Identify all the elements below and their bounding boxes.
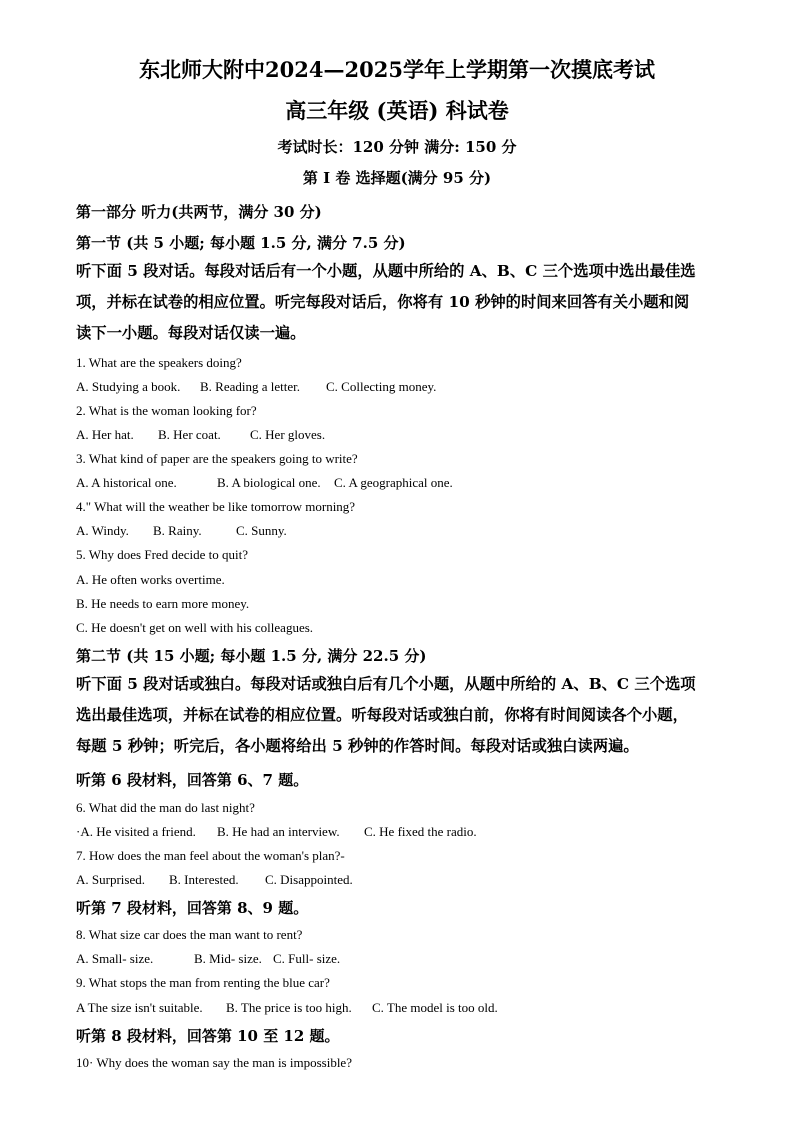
option: C. Full- size. xyxy=(273,951,341,966)
option: B. Reading a letter. xyxy=(200,379,301,394)
option: A. Surprised. xyxy=(76,872,145,887)
option: A. Studying a book. xyxy=(76,379,181,394)
instruction-line: 每题 5 秒钟；听完后，各小题将给出 5 秒钟的作答时间。每段对话或独白读两遍。 xyxy=(76,737,639,755)
option: C. Sunny. xyxy=(236,523,287,538)
option: B. The price is too high. xyxy=(226,1000,352,1015)
option: B. Rainy. xyxy=(153,523,202,538)
option: C. Collecting money. xyxy=(326,379,437,394)
question-options xyxy=(76,1000,498,1016)
exam-subtitle: 高三年级 (英语) 科试卷 xyxy=(285,98,509,123)
question-stem: 1. What are the speakers doing? xyxy=(76,355,242,370)
instruction-line: 听下面 5 段对话或独白。每段对话或独白后有几个小题，从题中所给的 A、B、C 三个选项 xyxy=(76,675,696,693)
option: B. He needs to earn more money. xyxy=(76,596,250,611)
question-stem: 9. What stops the man from renting the blue car? xyxy=(76,975,330,990)
question-options xyxy=(76,379,436,395)
instruction-line: 项，并标在试卷的相应位置。听完每段对话后，你将有 10 秒钟的时间来回答有关小题和阅 xyxy=(76,293,690,311)
option: A. Small- size. xyxy=(76,951,154,966)
question-stem: 6. What did the man do last night? xyxy=(76,800,255,815)
option: C. A geographical one. xyxy=(334,475,453,490)
option: B. Her coat. xyxy=(158,427,221,442)
material-heading: 听第 7 段材料，回答第 8、9 题。 xyxy=(76,899,309,917)
option: A The size isn't suitable. xyxy=(76,1000,203,1015)
option: C. He fixed the radio. xyxy=(364,824,477,839)
section1-instructions xyxy=(76,256,718,349)
question-stem: 2. What is the woman looking for? xyxy=(76,403,257,418)
section1-heading: 第一节 (共 5 小题; 每小题 1.5 分, 满分 7.5 分) xyxy=(76,234,406,252)
instruction-line: 读下一小题。每段对话仅读一遍。 xyxy=(76,324,306,342)
exam-title: 东北师大附中2024—2025学年上学期第一次摸底考试 xyxy=(139,57,655,82)
exam-info: 考试时长：120 分钟 满分: 150 分 xyxy=(277,138,517,156)
instruction-line: 选出最佳选项，并标在试卷的相应位置。听每段对话或独白前，你将有时间阅读各个小题， xyxy=(76,706,688,724)
question-options xyxy=(76,872,353,888)
option: C. Her gloves. xyxy=(250,427,326,442)
option: C. He doesn't get on well with his colleagues. xyxy=(76,620,314,635)
option: C. The model is too old. xyxy=(372,1000,498,1015)
question-options xyxy=(76,824,477,840)
option: A. A historical one. xyxy=(76,475,177,490)
section2-instructions xyxy=(76,669,718,762)
option: A. He often works overtime. xyxy=(76,572,225,587)
question-stem: 3. What kind of paper are the speakers going to write? xyxy=(76,451,358,466)
volume-heading: 第 I 卷 选择题(满分 95 分) xyxy=(302,169,492,187)
question-options xyxy=(76,523,287,539)
option: C. Disappointed. xyxy=(265,872,353,887)
option: A. Windy. xyxy=(76,523,129,538)
option: B. He had an interview. xyxy=(217,824,340,839)
material-heading: 听第 6 段材料，回答第 6、7 题。 xyxy=(76,771,309,789)
option: ·A. He visited a friend. xyxy=(76,824,196,839)
instruction-line: 听下面 5 段对话。每段对话后有一个小题，从题中所给的 A、B、C 三个选项中选出最佳选 xyxy=(76,262,696,280)
question-stem: 10· Why does the woman say the man is impossible? xyxy=(76,1055,352,1070)
question-options xyxy=(76,951,340,967)
option: B. A biological one. xyxy=(217,475,321,490)
question-stem: 5. Why does Fred decide to quit? xyxy=(76,547,248,562)
section2-heading: 第二节 (共 15 小题; 每小题 1.5 分, 满分 22.5 分) xyxy=(76,647,427,665)
part1-heading: 第一部分 听力(共两节，满分 30 分) xyxy=(76,203,322,221)
material-heading: 听第 8 段材料，回答第 10 至 12 题。 xyxy=(76,1027,340,1045)
option: B. Mid- size. xyxy=(194,951,262,966)
option: B. Interested. xyxy=(169,872,239,887)
option: A. Her hat. xyxy=(76,427,134,442)
question-stem: 4." What will the weather be like tomorrow morning? xyxy=(76,499,356,514)
question-options xyxy=(76,475,453,491)
question-stem: 7. How does the man feel about the woman's plan?- xyxy=(76,848,345,863)
question-options xyxy=(76,427,325,443)
question-stem: 8. What size car does the man want to rent? xyxy=(76,927,303,942)
